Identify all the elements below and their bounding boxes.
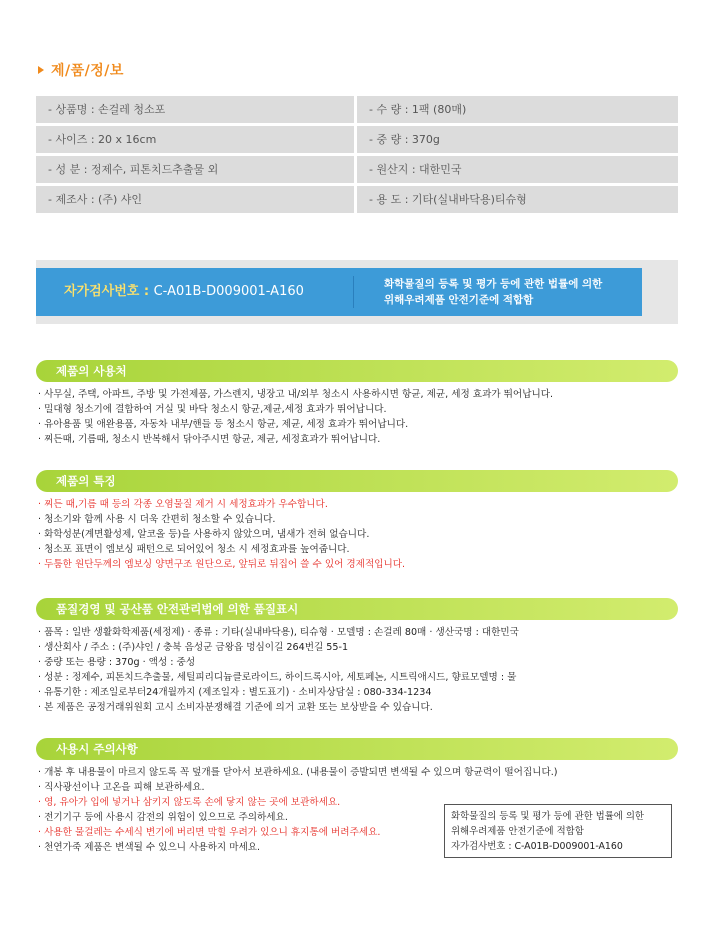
list-item: · 사무실, 주택, 아파트, 주방 및 가전제품, 가스렌지, 냉장고 내/외부 청소시 사용하시면 항균, 제균, 세정 효과가 뛰어납니다. — [38, 389, 554, 400]
list-item: · 개봉 후 내용물이 마르지 않도록 꼭 덮개를 닫아서 보관하세요. (내용물이 증발되면 변색될 수 있으며 항균력이 떨어집니다.) — [38, 767, 558, 778]
quality-section — [36, 598, 678, 715]
notice-line-3: 자가검사번호 : C-A01B-D009001-A160 — [451, 841, 623, 852]
certification-notice-box — [444, 804, 672, 858]
notice-line-1: 화학물질의 등록 및 평가 등에 관한 법률에 의한 — [451, 811, 644, 822]
list-item: · 청소포 표면이 엠보싱 패턴으로 되어있어 청소 시 세정효과를 높여줍니다. — [38, 544, 350, 555]
usage-list — [36, 387, 678, 447]
list-item: · 유통기한 : 제조일로부터24개월까지 (제조일자 : 별도표기) · 소비자상담실 : 080-334-1234 — [38, 687, 432, 698]
section-title: 제/품/정/보 — [51, 63, 124, 79]
spec-weight: - 중 량 : 370g — [357, 126, 678, 153]
list-item: · 성분 : 정제수, 피톤치드추출물, 세틸피리디늄클로라이드, 하이드록시아, 세토페논, 시트릭애시드, 향료모델명 : 물 — [38, 672, 517, 683]
quality-list — [36, 625, 678, 715]
list-item: · 품목 : 일반 생활화학제품(세정제) · 종류 : 기타(실내바닥용), 티슈형 · 모델명 : 손걸레 80매 · 생산국명 : 대한민국 — [38, 627, 519, 638]
features-title: 제품의 특징 — [36, 470, 678, 492]
spec-row — [36, 186, 678, 213]
list-item: · 전기기구 등에 사용시 감전의 위험이 있으므로 주의하세요. — [38, 812, 288, 823]
spec-row — [36, 126, 678, 153]
spec-row — [36, 156, 678, 183]
list-item: · 직사광선이나 고온을 피해 보관하세요. — [38, 782, 205, 793]
list-item: · 화학성분(계면활성제, 알코올 등)을 사용하지 않았으며, 냄새가 전혀 없습니다. — [38, 529, 370, 540]
list-item: · 영, 유아가 입에 넣거나 삼키지 않도록 손에 닿지 않는 곳에 보관하세요. — [38, 797, 341, 808]
list-item: · 천연가죽 제품은 변색될 수 있으니 사용하지 마세요. — [38, 842, 261, 853]
features-section — [36, 470, 678, 572]
list-item: · 사용한 물걸레는 수세식 변기에 버리면 막힐 우려가 있으니 휴지통에 버려주세요. — [38, 827, 381, 838]
law-line-1: 화학물질의 등록 및 평가 등에 관한 법률에 의한 — [384, 278, 603, 290]
list-item: · 중량 또는 용량 : 370g · 액성 : 중성 — [38, 657, 196, 668]
usage-section — [36, 360, 678, 447]
certification-panel — [36, 268, 642, 316]
certification-banner — [36, 260, 678, 324]
usage-title: 제품의 사용처 — [36, 360, 678, 382]
spec-size: - 사이즈 : 20 x 16cm — [36, 126, 354, 153]
notice-line-2: 위해우려제품 안전기준에 적합함 — [451, 826, 584, 837]
spec-table — [36, 96, 678, 216]
list-item: · 본 제품은 공정거래위원회 고시 소비자분쟁해결 기준에 의거 교환 또는 보상받을 수 있습니다. — [38, 702, 433, 713]
law-line-2: 위해우려제품 안전기준에 적합함 — [384, 294, 534, 306]
list-item: · 유아용품 및 애완용품, 자동차 내부/핸들 등 청소시 항균, 제균, 세정 효과가 뛰어납니다. — [38, 419, 409, 430]
spec-origin: - 원산지 : 대한민국 — [357, 156, 678, 183]
list-item: · 밀대형 청소기에 결합하여 거실 및 바닥 청소시 항균,제균,세정 효과가 뛰어납니다. — [38, 404, 387, 415]
certification-code — [36, 276, 354, 308]
list-item: · 두툼한 원단두께의 엠보싱 양면구조 원단으로, 앞뒤로 뒤집어 쓸 수 있어 경제적입니다. — [38, 559, 406, 570]
section-header — [38, 60, 124, 80]
list-item: · 찌든 때,기름 때 등의 각종 오염물질 제거 시 세정효과가 우수합니다. — [38, 499, 328, 510]
features-list — [36, 497, 678, 572]
spec-row — [36, 96, 678, 123]
quality-title: 품질경영 및 공산품 안전관리법에 의한 품질표시 — [36, 598, 678, 620]
spec-product-name: - 상품명 : 손걸레 청소포 — [36, 96, 354, 123]
certification-number: C-A01B-D009001-A160 — [153, 284, 304, 299]
spec-usage: - 용 도 : 기타(실내바닥용)티슈형 — [357, 186, 678, 213]
certification-label: 자가검사번호 : — [64, 284, 154, 299]
list-item: · 생산회사 / 주소 : (주)샤인 / 충북 음성군 금왕읍 멍심이길 264번길 55-1 — [38, 642, 349, 653]
list-item: · 청소기와 함께 사용 시 더욱 간편히 청소할 수 있습니다. — [38, 514, 276, 525]
spec-ingredients: - 성 분 : 정제수, 피톤치드추출물 외 — [36, 156, 354, 183]
spec-manufacturer: - 제조사 : (주) 샤인 — [36, 186, 354, 213]
triangle-bullet-icon — [38, 66, 44, 74]
caution-title: 사용시 주의사항 — [36, 738, 678, 760]
certification-law-text — [354, 276, 602, 308]
spec-quantity: - 수 량 : 1팩 (80매) — [357, 96, 678, 123]
list-item: · 찌든때, 기름때, 청소시 반복해서 닦아주시면 항균, 제균, 세정효과가 뛰어납니다. — [38, 434, 381, 445]
